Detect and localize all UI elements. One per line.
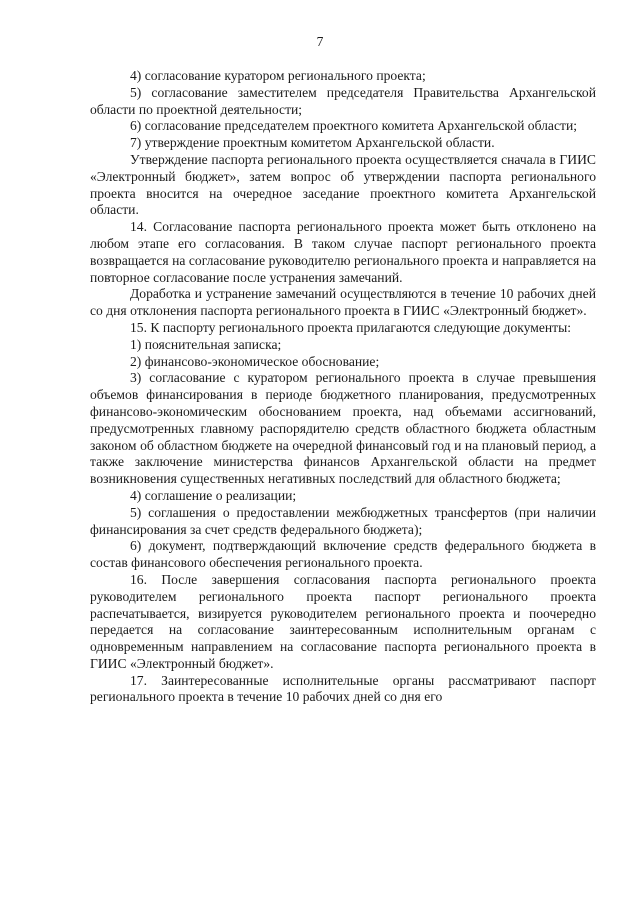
document-body — [90, 68, 596, 706]
list-item-4: 4) соглашение о реализации; — [130, 487, 297, 503]
list-item-3: 3) согласование с куратором регионального проекта в случае превышения объемов финансирования в периоде бюджетного планирования, предусмотренных финансово-экономическим обоснованием проекта, над объемами ассигнований, предусмотренных главному распорядителю средств областного бюджета областным законом об областном бюджете на очередной финансовый год и на плановый период, а также заключение министерства финансов Архангельской области на предмет возникновения существенных негативных последствий для областного бюджета; — [90, 370, 596, 487]
page-number: 7 — [316, 34, 324, 49]
paragraph-5-deputy: 5) согласование заместителем председателя Правительства Архангельской области по проектной деятельности; — [90, 84, 596, 117]
paragraph-16: 16. После завершения согласования паспорта регионального проекта руководителем регионального проекта паспорт регионального проекта распечатывается, визируется руководителем регионального проекта и поочередно передается на согласование заинтересованным исполнительным органам с одновременным направлением на согласование паспорта регионального проекта в ГИИС «Электронный бюджет». — [90, 571, 596, 671]
paragraph-revision: Доработка и устранение замечаний осуществляются в течение 10 рабочих дней со дня отклонения паспорта регионального проекта в ГИИС «Электронный бюджет». — [90, 286, 596, 319]
paragraph-approval: Утверждение паспорта регионального проекта осуществляется сначала в ГИИС «Электронный бюджет», затем вопрос об утверждении паспорта регионального проекта вносится на очередное заседание проектного комитета Архангельской области. — [90, 151, 596, 218]
list-item-2: 2) финансово-экономическое обоснование; — [130, 353, 380, 369]
paragraph-14: 14. Согласование паспорта регионального проекта может быть отклонено на любом этапе его согласования. В таком случае паспорт регионального проекта возвращается на согласование руководителю регионального проекта и направляется на повторное согласование после устранения замечаний. — [90, 219, 596, 285]
list-item-6: 6) документ, подтверждающий включение средств федерального бюджета в состав финансового обеспечения регионального проекта. — [90, 538, 596, 571]
paragraph-7-committee: 7) утверждение проектным комитетом Архангельской области. — [130, 135, 495, 151]
list-item-5: 5) соглашения о предоставлении межбюджетных трансфертов (при наличии финансирования за счет средств федерального бюджета); — [90, 504, 596, 537]
paragraph-17: 17. Заинтересованные исполнительные органы рассматривают паспорт регионального проекта в течение 10 рабочих дней со дня его — [90, 672, 596, 705]
paragraph-4-curator: 4) согласование куратором регионального проекта; — [130, 68, 426, 83]
paragraph-15: 15. К паспорту регионального проекта прилагаются следующие документы: — [130, 319, 572, 335]
list-item-1: 1) пояснительная записка; — [130, 336, 282, 352]
paragraph-6-chairman: 6) согласование председателем проектного комитета Архангельской области; — [130, 118, 577, 134]
